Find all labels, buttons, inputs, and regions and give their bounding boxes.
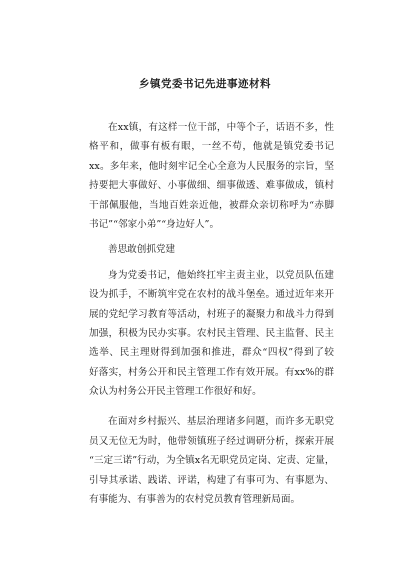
text-line: 干部佩服他，当地百姓亲近他，被群众亲切称呼为“赤脚 bbox=[89, 199, 334, 211]
spacer bbox=[89, 401, 334, 412]
document-body bbox=[89, 118, 334, 509]
text-line: “三定三诺”行动，为全镇x名无职党员定岗、定责、定量， bbox=[89, 455, 335, 467]
section-heading bbox=[89, 240, 334, 259]
document-title: 乡镇党委书记先进事迹材料 bbox=[139, 78, 271, 90]
text-line: 加强，积极为民办实事。农村民主管理、民主监督、民主 bbox=[89, 327, 334, 339]
text-line: 在xx镇，有这样一位干部，中等个子，话语不多，性 bbox=[108, 122, 334, 133]
paragraph-party-members bbox=[89, 412, 334, 509]
text-line: 好落实，村务公开和民主管理工作有效开展。有xx%的群 bbox=[89, 366, 334, 378]
paragraph-party-building bbox=[89, 266, 334, 402]
text-line: 引导其承诺、践诺、评诺，构建了有事可为、有事愿为、 bbox=[89, 474, 334, 486]
text-line: 有事能为、有事善为的农村党员教育管理新局面。 bbox=[89, 494, 301, 506]
text-line: xx。多年来，他时刻牢记全心全意为人民服务的宗旨，坚 bbox=[89, 160, 334, 172]
text-line: 设为抓手，不断筑牢党在农村的战斗堡垒。通过近年来开 bbox=[89, 289, 334, 301]
text-line: 书记”“邻家小弟”“身边好人”。 bbox=[89, 218, 220, 230]
text-line: 选举、民主理财得到加强和推进，群众“四权”得到了较 bbox=[89, 347, 334, 359]
section-heading-text: 善思敢创抓党建 bbox=[108, 244, 176, 256]
text-line: 在面对乡村振兴、基层治理诸多问题，而许多无职党 bbox=[108, 416, 334, 428]
text-line: 持要把大事做好、小事做细、细事做透、难事做成，镇村 bbox=[89, 180, 334, 192]
text-line: 员又无位无为时，他带领镇班子经过调研分析，探索开展 bbox=[89, 435, 334, 447]
paragraph-intro bbox=[89, 118, 334, 234]
text-line: 格平和，做事有板有眼，一丝不苟，他就是镇党委书记 bbox=[89, 141, 334, 153]
text-line: 身为党委书记，他始终扛牢主责主业，以党员队伍建 bbox=[108, 269, 334, 281]
text-line: 展的党纪学习教育等活动，村班子的凝聚力和战斗力得到 bbox=[89, 308, 334, 320]
text-line: 众认为村务公开民主管理工作很好和好。 bbox=[89, 386, 262, 398]
